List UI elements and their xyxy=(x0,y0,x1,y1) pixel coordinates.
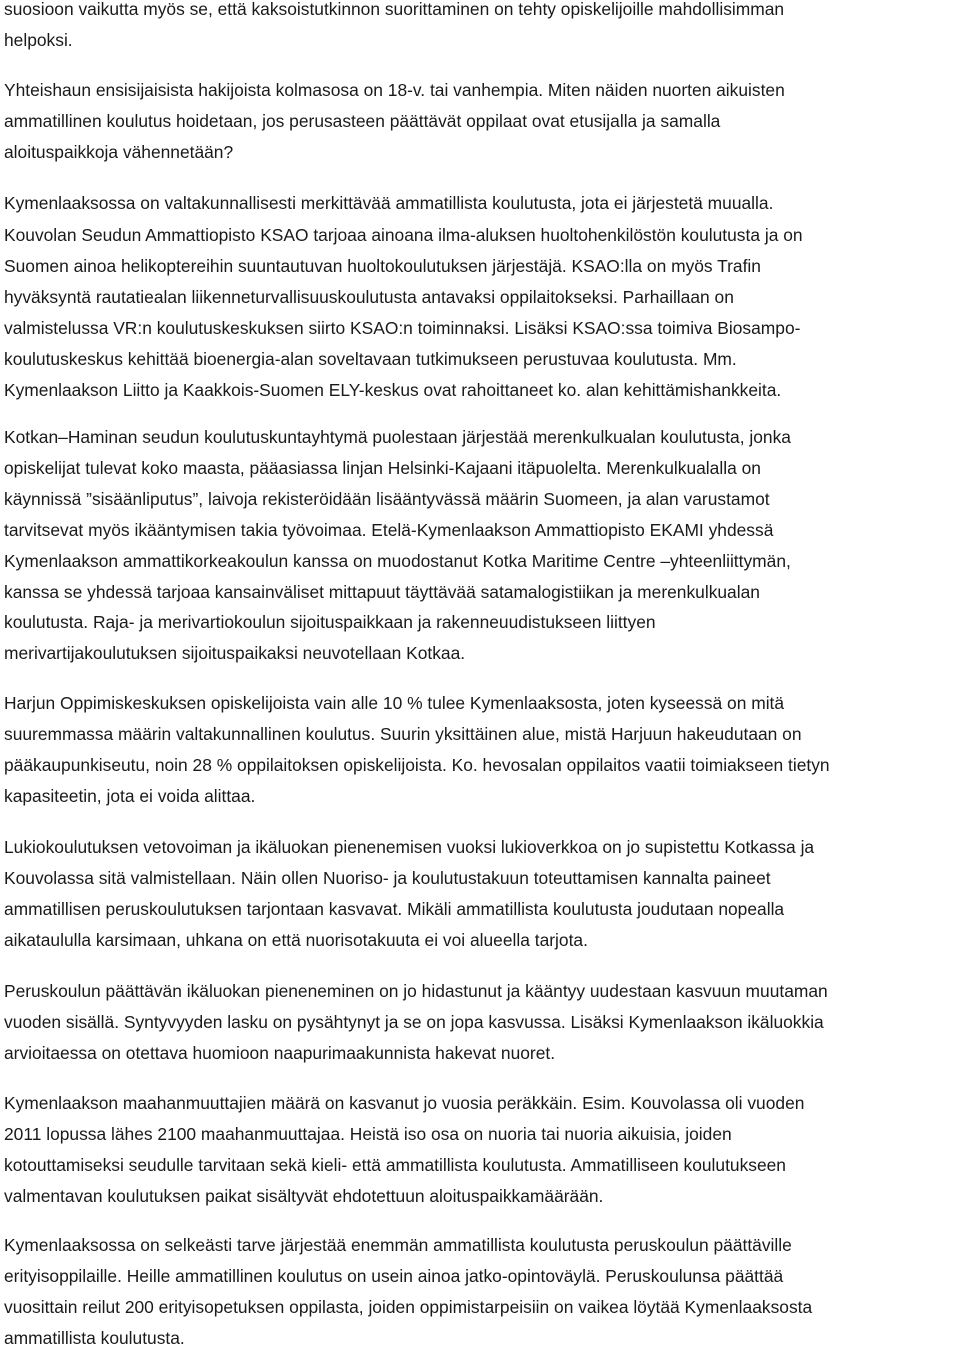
text-line: Lukiokoulutuksen vetovoiman ja ikäluokan pienenemisen vuoksi lukioverkkoa on jo supistettu Kotkassa ja xyxy=(4,837,815,857)
text-line: tarvitsevat myös ikääntymisen takia työvoimaa. Etelä-Kymenlaakson Ammattiopisto EKAMI yhdessä xyxy=(4,519,774,540)
text-line: valmentavan koulutuksen paikat sisältyvät ehdotettuun aloituspaikkamäärään. xyxy=(4,1185,604,1206)
text-line: Yhteishaun ensisijaisista hakijoista kolmasosa on 18-v. tai vanhempia. Miten näiden nuorten aikuisten xyxy=(4,80,785,100)
paragraph-age-cohort xyxy=(0,976,954,1069)
text-line: 2011 lopussa lähes 2100 maahanmuuttajaa. Heistä iso osa on nuoria tai nuoria aikuisia, joiden xyxy=(4,1123,732,1144)
text-line: arvioitaessa on otettava huomioon naapurimaakunnista hakevat nuoret. xyxy=(4,1042,556,1063)
text-line: kapasiteetin, jota ei voida alittaa. xyxy=(4,785,256,806)
paragraph-joint-application xyxy=(0,75,954,168)
text-line: Kouvolan Seudun Ammattiopisto KSAO tarjoaa ainoana ilma-aluksen huoltohenkilöstön koulutusta ja on xyxy=(4,225,803,245)
text-line: Kymenlaaksossa on valtakunnallisesti merkittävää ammatillista koulutusta, jota ei järjestetä muualla. xyxy=(4,193,774,213)
text-line: koulutusta. Raja- ja merivartiokoulun sijoituspaikkaan ja rakenneuudistukseen liittyen xyxy=(4,612,656,633)
text-line: helpoksi. xyxy=(4,29,73,50)
text-line: koulutuskeskus kehittää bioenergia-alan soveltavaan tutkimukseen perustuvaa koulutusta. Mm. xyxy=(4,348,737,369)
text-line: valmistelussa VR:n koulutuskeskuksen siirto KSAO:n toiminnaksi. Lisäksi KSAO:ssa toimiva Biosampo- xyxy=(4,317,801,338)
paragraph-immigrants xyxy=(0,1088,954,1212)
text-line: aloituspaikkoja vähennetään? xyxy=(4,141,234,162)
paragraph-kotka-hamina-maritime xyxy=(0,422,954,669)
text-line: Kymenlaaksossa on selkeästi tarve järjestää enemmän ammatillista koulutusta peruskoulun päättäville xyxy=(4,1235,792,1255)
text-line: Kymenlaakson ammattikorkeakoulun kanssa on muodostanut Kotka Maritime Centre –yhteenliittymän, xyxy=(4,550,791,571)
text-line: ammatillinen koulutus hoidetaan, jos perusasteen päättävät oppilaat ovat etusijalla ja samalla xyxy=(4,110,721,131)
text-line: vuosittain reilut 200 erityisopetuksen oppilasta, joiden oppimistarpeisiin on vaikea löytää Kymenlaaksosta xyxy=(4,1296,813,1317)
text-line: merivartijakoulutuksen sijoituspaikaksi neuvotellaan Kotkaa. xyxy=(4,643,466,664)
paragraph-national-significance xyxy=(0,188,954,219)
text-line: pääkaupunkiseutu, noin 28 % oppilaitoksen opiskelijoista. Ko. hevosalan oppilaitos vaatii toimiakseen tietyn xyxy=(4,754,830,775)
text-line: käynnissä ”sisäänliputus”, laivoja rekisteröidään lisääntyvässä määrin Suomeen, ja alan varustamot xyxy=(4,488,770,509)
text-line: Suomen ainoa helikoptereihin suuntautuvan huoltokoulutuksen järjestäjä. KSAO:lla on myös Trafin xyxy=(4,255,761,276)
text-line: kanssa se yhdessä tarjoaa kansainväliset mittapuut täyttävää satamalogistiikan ja merenkulkualan xyxy=(4,581,760,602)
text-line: vuoden sisällä. Syntyvyyden lasku on pysähtynyt ja se on jopa kasvussa. Lisäksi Kymenlaakson ikäluokkia xyxy=(4,1011,824,1032)
text-line: opiskelijat tulevat koko maasta, pääasiassa linjan Helsinki-Kajaani itäpuolelta. Merenkulkualalla on xyxy=(4,457,761,478)
text-line: Kotkan–Haminan seudun koulutuskuntayhtymä puolestaan järjestää merenkulkualan koulutusta, jonka xyxy=(4,427,791,447)
text-line: aikataululla karsimaan, uhkana on että nuorisotakuuta ei voi alueella tarjota. xyxy=(4,929,588,950)
text-line: ammatillisen peruskoulutuksen tarjontaan kasvavat. Mikäli ammatillista koulutusta joudutaan nopealla xyxy=(4,898,785,919)
text-line: Peruskoulun päättävän ikäluokan pieneneminen on jo hidastunut ja kääntyy uudestaan kasvuun muutaman xyxy=(4,981,828,1001)
text-line: erityisoppilaille. Heille ammatillinen koulutus on usein ainoa jatko-opintoväylä. Peruskoulunsa päättää xyxy=(4,1265,784,1286)
text-line: Kymenlaakson Liitto ja Kaakkois-Suomen ELY-keskus ovat rahoittaneet ko. alan kehittämishankkeita. xyxy=(4,379,782,400)
text-line: Kouvolassa sitä valmistellaan. Näin ollen Nuoriso- ja koulutustakuun toteuttamisen kannalta paineet xyxy=(4,867,771,888)
text-line: suosioon vaikutta myös se, että kaksoistutkinnon suorittaminen on tehty opiskelijoille mahdollisimman xyxy=(4,0,785,19)
paragraph-upper-secondary xyxy=(0,832,954,956)
paragraph-double-degree xyxy=(0,0,954,56)
paragraph-special-needs xyxy=(0,1230,954,1354)
text-line: Kymenlaakson maahanmuuttajien määrä on kasvanut jo vuosia peräkkäin. Esim. Kouvolassa oli vuoden xyxy=(4,1093,805,1113)
text-line: ammatillista koulutusta. xyxy=(4,1327,185,1348)
text-line: Harjun Oppimiskeskuksen opiskelijoista vain alle 10 % tulee Kymenlaaksosta, joten kyseessä on mitä xyxy=(4,693,785,713)
paragraph-ksao xyxy=(0,220,954,405)
text-line: kotouttamiseksi seudulle tarvitaan sekä kieli- että ammatillista koulutusta. Ammatilliseen koulutukseen xyxy=(4,1154,786,1175)
paragraph-harju xyxy=(0,688,954,812)
text-line: suuremmassa määrin valtakunnallinen koulutus. Suurin yksittäinen alue, mistä Harjuun hakeudutaan on xyxy=(4,723,802,744)
text-line: hyväksyntä rautatiealan liikenneturvallisuuskoulutusta antavaksi oppilaitokseksi. Parhaillaan on xyxy=(4,286,734,307)
